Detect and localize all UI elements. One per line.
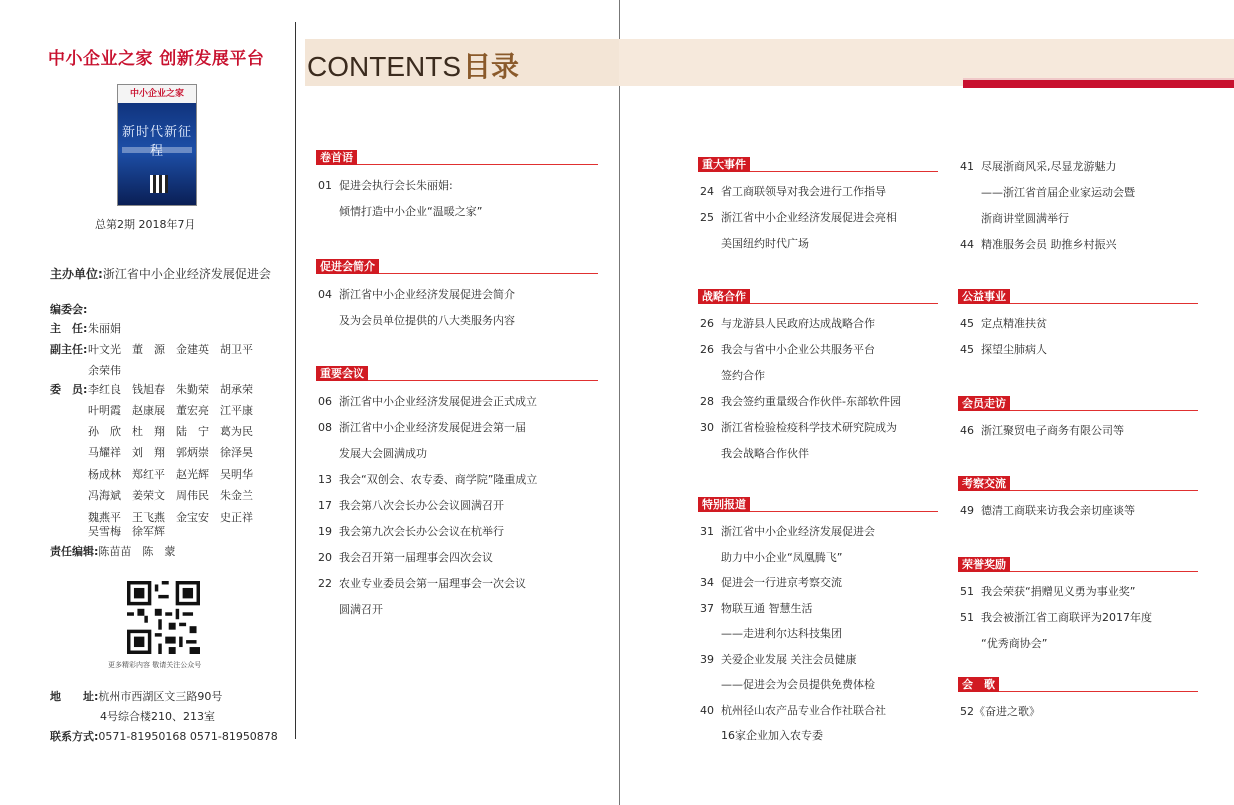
- board-member-name: 刘 翔: [132, 446, 165, 459]
- toc-entry[interactable]: [960, 703, 1040, 719]
- sidebar-divider: [295, 22, 296, 739]
- board-row: [50, 381, 264, 397]
- toc-page-number: 51: [960, 585, 974, 598]
- toc-entry[interactable]: [318, 203, 482, 219]
- board-member-name: 吴明华: [220, 468, 253, 481]
- section-tag: 重大事件: [698, 157, 750, 172]
- toc-entry-title: 促进会执行会长朱丽娟:: [339, 179, 453, 192]
- toc-entry-title: 我会荣获“捐赠见义勇为事业奖”: [981, 585, 1136, 598]
- cover-headline: 新时代新征程: [122, 125, 193, 159]
- board-member-name: 董宏亮: [176, 404, 209, 417]
- contents-title: [307, 45, 519, 85]
- toc-entry-title: 省工商联领导对我会进行工作指导: [721, 185, 886, 198]
- board-member-name: 金建英: [176, 343, 209, 356]
- board-member-name: 徐泽昊: [220, 446, 253, 459]
- board-member-name: 叶文光: [88, 343, 121, 356]
- toc-entry[interactable]: [318, 601, 383, 617]
- editor-label: 责任编辑:: [50, 545, 99, 558]
- toc-entry[interactable]: [700, 183, 886, 199]
- toc-entry-title: 16家企业加入农专委: [721, 729, 823, 742]
- board-member-name: 赵光辉: [176, 468, 209, 481]
- section-tag: 会员走访: [958, 396, 1010, 411]
- toc-entry-title: “优秀商协会”: [981, 637, 1048, 650]
- board-member-name: 余荣伟: [88, 364, 121, 377]
- toc-entry[interactable]: [700, 600, 813, 616]
- board-member-name: 钱旭春: [132, 383, 165, 396]
- sponsor-value: 浙江省中小企业经济发展促进会: [102, 267, 271, 281]
- toc-page-number: 44: [960, 238, 974, 251]
- qr-caption: 更多精彩内容 敬请关注公众号: [108, 661, 202, 669]
- toc-entry[interactable]: [318, 445, 427, 461]
- contents-title-en: CONTENTS: [307, 51, 461, 82]
- toc-entry[interactable]: [960, 635, 1047, 651]
- toc-entry-title: 浙江省中小企业经济发展促进会正式成立: [339, 395, 537, 408]
- toc-entry-title: ——走进利尔达科技集团: [721, 627, 842, 640]
- board-member-name: 周伟民: [176, 489, 209, 502]
- editor-value: 陈苗苗 陈 蒙: [98, 545, 176, 558]
- toc-entry-title: 与龙游县人民政府达成战略合作: [721, 317, 875, 330]
- board-member-name: 姜荣文: [132, 489, 165, 502]
- toc-entry[interactable]: [700, 315, 875, 331]
- section-tag: 荣誉奖励: [958, 557, 1010, 572]
- toc-entry-title: 我会“双创会、农专委、商学院”隆重成立: [339, 473, 538, 486]
- toc-page-number: 45: [960, 317, 974, 330]
- issue-info: 总第2期 2018年7月: [95, 218, 196, 231]
- toc-entry[interactable]: [700, 209, 897, 225]
- toc-entry[interactable]: [960, 184, 1135, 200]
- toc-entry[interactable]: [700, 549, 842, 565]
- board-row: [50, 444, 264, 460]
- toc-entry[interactable]: [960, 210, 1069, 226]
- toc-entry-title: 我会与省中小企业公共服务平台: [721, 343, 875, 356]
- toc-entry[interactable]: [318, 177, 453, 193]
- board-member-name: 魏燕平: [88, 511, 121, 524]
- toc-entry[interactable]: [318, 393, 537, 409]
- toc-page-number: 51: [960, 611, 974, 624]
- cover-qr-icon: [150, 175, 168, 193]
- masthead-slogan: 中小企业之家 创新发展平台: [48, 49, 265, 69]
- sponsor-label: 主办单位:: [50, 267, 103, 281]
- toc-entry-title: 我会战略合作伙伴: [721, 447, 809, 460]
- toc-entry-title: 探望尘肺病人: [981, 343, 1047, 356]
- toc-entry-title: 美国纽约时代广场: [721, 237, 809, 250]
- board-member-name: 马耀祥: [88, 446, 121, 459]
- toc-entry[interactable]: [960, 422, 1124, 438]
- board-member-name: 金宝安: [176, 511, 209, 524]
- board-member-name: 史正祥: [220, 511, 253, 524]
- toc-entry[interactable]: [318, 549, 493, 565]
- toc-entry[interactable]: [700, 523, 875, 539]
- board-row: [50, 362, 132, 378]
- toc-entry-title: 精准服务会员 助推乡村振兴: [981, 238, 1117, 251]
- toc-page-number: 46: [960, 424, 974, 437]
- contact-line: 联系方式:0571-81950168 0571-81950878: [50, 730, 278, 743]
- toc-entry[interactable]: [700, 419, 897, 435]
- toc-page-number: 37: [700, 602, 714, 615]
- section-tag: 特别报道: [698, 497, 750, 512]
- board-member-name: 叶明霞: [88, 404, 121, 417]
- qr-code-icon: [127, 581, 200, 654]
- board-role: 副主任:: [50, 343, 88, 356]
- board-member-name: 王飞燕: [132, 511, 165, 524]
- address-line-2: 4号综合楼210、213室: [100, 710, 215, 723]
- toc-entry-title: 倾情打造中小企业“温暖之家”: [339, 205, 483, 218]
- section-tag: 促进会简介: [316, 259, 379, 274]
- toc-entry[interactable]: [960, 609, 1152, 625]
- toc-entry-title: 德清工商联来访我会亲切座谈等: [981, 504, 1135, 517]
- sponsor-line: [50, 265, 271, 282]
- toc-entry[interactable]: [700, 367, 765, 383]
- toc-entry[interactable]: [700, 235, 809, 251]
- board-member-name: 江平康: [220, 404, 253, 417]
- editor-line: [50, 543, 175, 559]
- toc-entry-title: 52《奋进之歌》: [960, 705, 1040, 718]
- board-row: [50, 402, 264, 418]
- board-member-name: 郑红平: [132, 468, 165, 481]
- toc-entry[interactable]: [960, 341, 1047, 357]
- board-member-name: 董 源: [132, 343, 165, 356]
- toc-entry-title: 浙江省中小企业经济发展促进会第一届: [339, 421, 526, 434]
- toc-page-number: 06: [318, 395, 332, 408]
- toc-page-number: 22: [318, 577, 332, 590]
- magazine-cover-image: [117, 84, 197, 206]
- toc-page-number: 34: [700, 576, 714, 589]
- toc-page-number: 01: [318, 179, 332, 192]
- toc-entry[interactable]: [318, 471, 537, 487]
- contents-title-cn: 目录: [463, 51, 520, 82]
- header-accent-bar: [963, 80, 1234, 88]
- toc-entry-title: 签约合作: [721, 369, 765, 382]
- section-tag: 战略合作: [698, 289, 750, 304]
- toc-entry[interactable]: [960, 236, 1117, 252]
- section-tag: 考察交流: [958, 476, 1010, 491]
- board-member-name: 胡卫平: [220, 343, 253, 356]
- toc-entry[interactable]: [700, 651, 857, 667]
- toc-page-number: 17: [318, 499, 332, 512]
- toc-entry-title: 圆满召开: [339, 603, 383, 616]
- toc-entry-title: 浙江省中小企业经济发展促进会: [721, 525, 875, 538]
- toc-page-number: 31: [700, 525, 714, 538]
- toc-page-number: 26: [700, 317, 714, 330]
- toc-entry-title: 促进会一行进京考察交流: [721, 576, 842, 589]
- toc-page-number: 41: [960, 160, 974, 173]
- toc-entry[interactable]: [960, 158, 1117, 174]
- toc-entry[interactable]: [700, 625, 842, 641]
- board-member-name: 冯海斌: [88, 489, 121, 502]
- toc-entry[interactable]: [960, 502, 1135, 518]
- board-member-name: 杨成林: [88, 468, 121, 481]
- toc-page-number: 28: [700, 395, 714, 408]
- toc-entry-title: 我会第九次会长办公会议在杭举行: [339, 525, 504, 538]
- board-member-name: 郭炳崇: [176, 446, 209, 459]
- board-member-name: 吴雪梅: [88, 525, 121, 538]
- section-tag: 公益事业: [958, 289, 1010, 304]
- toc-entry-title: 杭州径山农产品专业合作社联合社: [721, 704, 886, 717]
- toc-entry[interactable]: [700, 393, 901, 409]
- board-row: [50, 487, 264, 503]
- toc-page-number: 49: [960, 504, 974, 517]
- board-member-name: 赵康展: [132, 404, 165, 417]
- toc-entry-title: 我会召开第一届理事会四次会议: [339, 551, 493, 564]
- toc-entry-title: 助力中小企业“凤凰腾飞”: [721, 551, 843, 564]
- toc-entry[interactable]: [700, 702, 886, 718]
- page-spine: [619, 0, 620, 805]
- toc-page-number: 25: [700, 211, 714, 224]
- board-member-name: 朱勤荣: [176, 383, 209, 396]
- board-row: [50, 523, 176, 539]
- toc-entry[interactable]: [318, 497, 504, 513]
- toc-entry[interactable]: [318, 575, 526, 591]
- toc-entry[interactable]: [318, 312, 515, 328]
- toc-entry-title: 物联互通 智慧生活: [721, 602, 813, 615]
- toc-entry[interactable]: [700, 341, 875, 357]
- toc-entry[interactable]: [318, 419, 526, 435]
- board-member-name: 陆 宁: [176, 425, 209, 438]
- toc-entry[interactable]: [700, 445, 809, 461]
- toc-entry-title: 发展大会圆满成功: [339, 447, 427, 460]
- board-role: 主 任:: [50, 322, 88, 335]
- toc-page-number: 20: [318, 551, 332, 564]
- toc-entry[interactable]: [960, 315, 1047, 331]
- toc-page-number: 45: [960, 343, 974, 356]
- toc-page-number: 26: [700, 343, 714, 356]
- toc-entry-title: 浙商讲堂圆满举行: [981, 212, 1069, 225]
- toc-entry[interactable]: [700, 574, 842, 590]
- cover-subtitle-strip: [122, 147, 192, 153]
- board-member-name: 李红良: [88, 383, 121, 396]
- toc-entry-title: 关爱企业发展 关注会员健康: [721, 653, 857, 666]
- toc-entry-title: ——浙江省首届企业家运动会暨: [981, 186, 1135, 199]
- toc-page-number: 39: [700, 653, 714, 666]
- toc-entry-title: 尽展浙商风采,尽显龙游魅力: [981, 160, 1117, 173]
- toc-entry[interactable]: [318, 286, 515, 302]
- board-member-name: 葛为民: [220, 425, 253, 438]
- toc-entry-title: 我会第八次会长办公会议圆满召开: [339, 499, 504, 512]
- board-member-name: 胡承荣: [220, 383, 253, 396]
- section-tag: 重要会议: [316, 366, 368, 381]
- toc-entry-title: ——促进会为会员提供免费体检: [721, 678, 875, 691]
- address-label: 地 址:: [50, 690, 99, 703]
- toc-entry-title: 定点精准扶贫: [981, 317, 1047, 330]
- toc-entry[interactable]: [700, 676, 875, 692]
- board-row: [50, 423, 264, 439]
- toc-entry-title: 浙江省中小企业经济发展促进会简介: [339, 288, 515, 301]
- toc-entry-title: 浙江省检验检疫科学技术研究院成为: [721, 421, 897, 434]
- toc-entry-title: 我会签约重量级合作伙伴-东部软件园: [721, 395, 901, 408]
- toc-page-number: 19: [318, 525, 332, 538]
- editorial-board-heading: 编委会:: [50, 303, 88, 316]
- cover-masthead: 中小企业之家: [118, 85, 196, 103]
- toc-entry-title: 及为会员单位提供的八大类服务内容: [339, 314, 515, 327]
- toc-page-number: 13: [318, 473, 332, 486]
- section-underline: [316, 164, 598, 165]
- board-row: [50, 320, 132, 336]
- toc-page-number: 04: [318, 288, 332, 301]
- board-row: [50, 341, 264, 357]
- toc-entry[interactable]: [960, 583, 1135, 599]
- toc-page-number: 08: [318, 421, 332, 434]
- toc-entry-title: 浙江聚贸电子商务有限公司等: [981, 424, 1124, 437]
- toc-page-number: 40: [700, 704, 714, 717]
- board-member-name: 朱丽娟: [88, 322, 121, 335]
- address-line-1: 地 址:杭州市西湖区文三路90号: [50, 690, 223, 703]
- toc-entry[interactable]: [318, 523, 504, 539]
- board-role: 委 员:: [50, 383, 88, 396]
- toc-entry-title: 浙江省中小企业经济发展促进会亮相: [721, 211, 897, 224]
- section-tag: 卷首语: [316, 150, 357, 165]
- board-member-name: 徐军辉: [132, 525, 165, 538]
- board-member-name: 孙 欣: [88, 425, 121, 438]
- toc-entry-title: 农业专业委员会第一届理事会一次会议: [339, 577, 526, 590]
- board-member-name: 杜 翔: [132, 425, 165, 438]
- toc-page-number: 30: [700, 421, 714, 434]
- board-row: [50, 466, 264, 482]
- toc-page-number: 24: [700, 185, 714, 198]
- toc-entry[interactable]: [700, 727, 823, 743]
- board-member-name: 朱金兰: [220, 489, 253, 502]
- section-tag: 会 歌: [958, 677, 999, 692]
- toc-entry-title: 我会被浙江省工商联评为2017年度: [981, 611, 1152, 624]
- contact-label: 联系方式:: [50, 730, 99, 743]
